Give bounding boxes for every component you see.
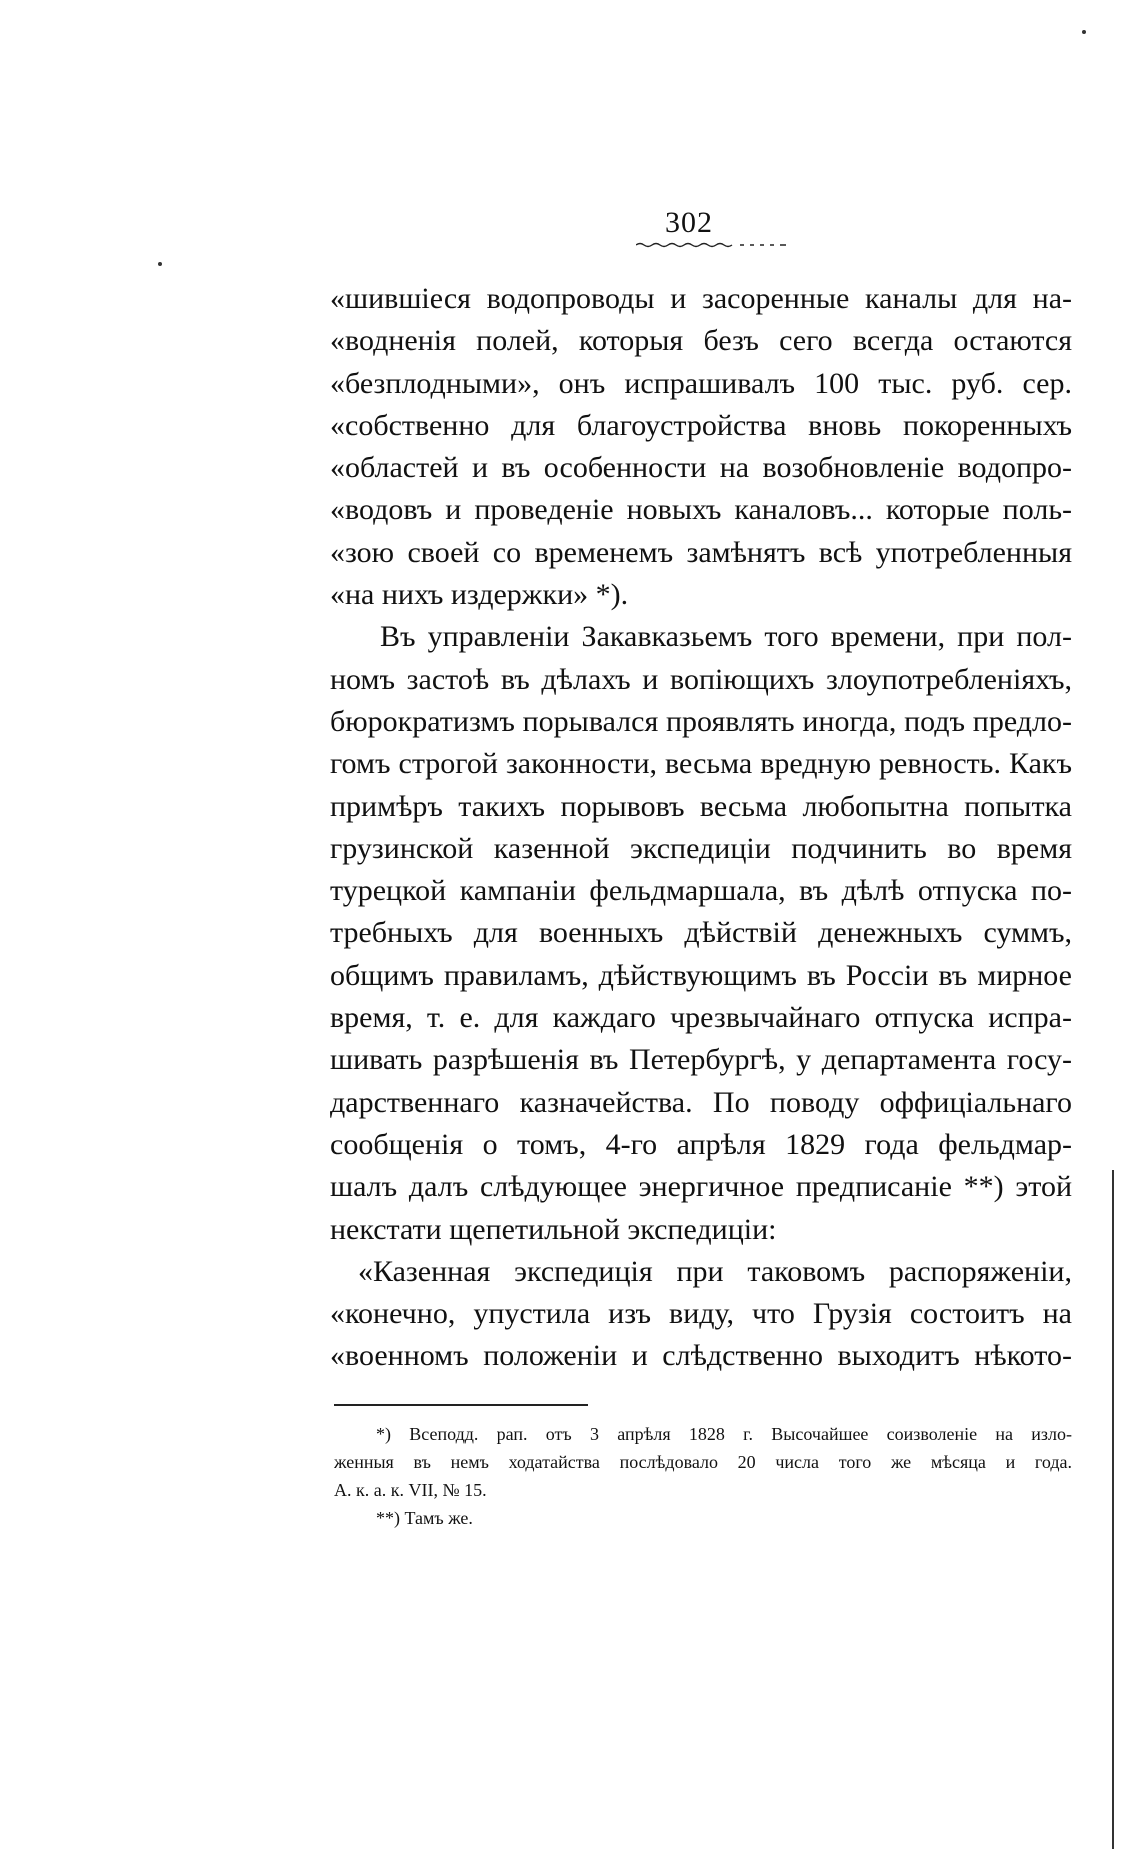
footnote-line: женныя въ немъ ходатайства послѣдовало 20 числа того же мѣсяца и года.: [334, 1452, 1072, 1472]
body-text: [330, 278, 1072, 1378]
text-line: «собственно для благоустройства вновь покоренныхъ: [330, 408, 1072, 442]
text-line: «Казенная экспедиція при таковомъ распоряженіи,: [358, 1254, 1072, 1288]
text-line: номъ застоѣ въ дѣлахъ и вопіющихъ злоупотребленіяхъ,: [330, 662, 1072, 696]
text-line: некстати щепетильной экспедиціи:: [330, 1212, 777, 1246]
footnote-line: А. к. а. к. VII, № 15.: [334, 1480, 487, 1500]
footnote-line: **) Тамъ же.: [376, 1508, 473, 1528]
text-line: бюрократизмъ порывался проявлять иногда, подъ предло-: [330, 704, 1072, 738]
text-line: «водненія полей, которыя безъ сего всегда остаются: [330, 324, 1072, 358]
footnote-line: *) Всеподд. рап. отъ 3 апрѣля 1828 г. Высочайшее соизволеніе на изло-: [376, 1424, 1072, 1444]
text-line: «областей и въ особенности на возобновленіе водопро-: [330, 451, 1072, 485]
page-number-ornament: [636, 242, 788, 248]
text-line: «конечно, упустила изъ виду, что Грузія состоитъ на: [330, 1297, 1072, 1331]
page-number: 302: [665, 206, 713, 239]
scan-margin-line: [1112, 1170, 1114, 1849]
scan-speck: [158, 262, 162, 266]
text-line: время, т. е. для каждаго чрезвычайнаго отпуска испра-: [330, 1001, 1072, 1035]
text-line: гомъ строгой законности, весьма вредную ревность. Какъ: [330, 747, 1072, 781]
text-line: грузинской казенной экспедиціи подчинить во время: [330, 831, 1072, 865]
text-line: шивать разрѣшенія въ Петербургѣ, у департамента госу-: [330, 1043, 1072, 1077]
text-line: турецкой кампаніи фельдмаршала, въ дѣлѣ отпуска по-: [330, 874, 1072, 908]
footnotes: [334, 1420, 1072, 1532]
scan-speck: [1082, 30, 1086, 34]
text-line: требныхъ для военныхъ дѣйствій денежныхъ суммъ,: [330, 916, 1072, 950]
text-line: «безплодными», онъ испрашивалъ 100 тыс. руб. сер.: [330, 366, 1072, 400]
text-line: шалъ далъ слѣдующее энергичное предписаніе **) этой: [330, 1170, 1072, 1204]
text-line: «зою своей со временемъ замѣнятъ всѣ употребленныя: [330, 535, 1072, 569]
text-line: общимъ правиламъ, дѣйствующимъ въ Россіи въ мирное: [330, 958, 1072, 992]
text-line: «шившіеся водопроводы и засоренные каналы для на-: [330, 282, 1072, 315]
text-line: «на нихъ издержки» *).: [330, 578, 629, 612]
text-line: «водовъ и проведеніе новыхъ каналовъ... которые поль-: [330, 493, 1072, 527]
footnote-separator: [334, 1404, 588, 1406]
text-line: сообщенія о томъ, 4-го апрѣля 1829 года фельдмар-: [330, 1127, 1072, 1161]
text-line: примѣръ такихъ порывовъ весьма любопытна попытка: [330, 789, 1072, 823]
text-line: дарственнаго казначейства. По поводу оффиціальнаго: [330, 1085, 1072, 1119]
text-line: «военномъ положеніи и слѣдственно выходитъ нѣкото-: [330, 1339, 1072, 1373]
text-line: Въ управленіи Закавказьемъ того времени, при пол-: [380, 620, 1072, 654]
